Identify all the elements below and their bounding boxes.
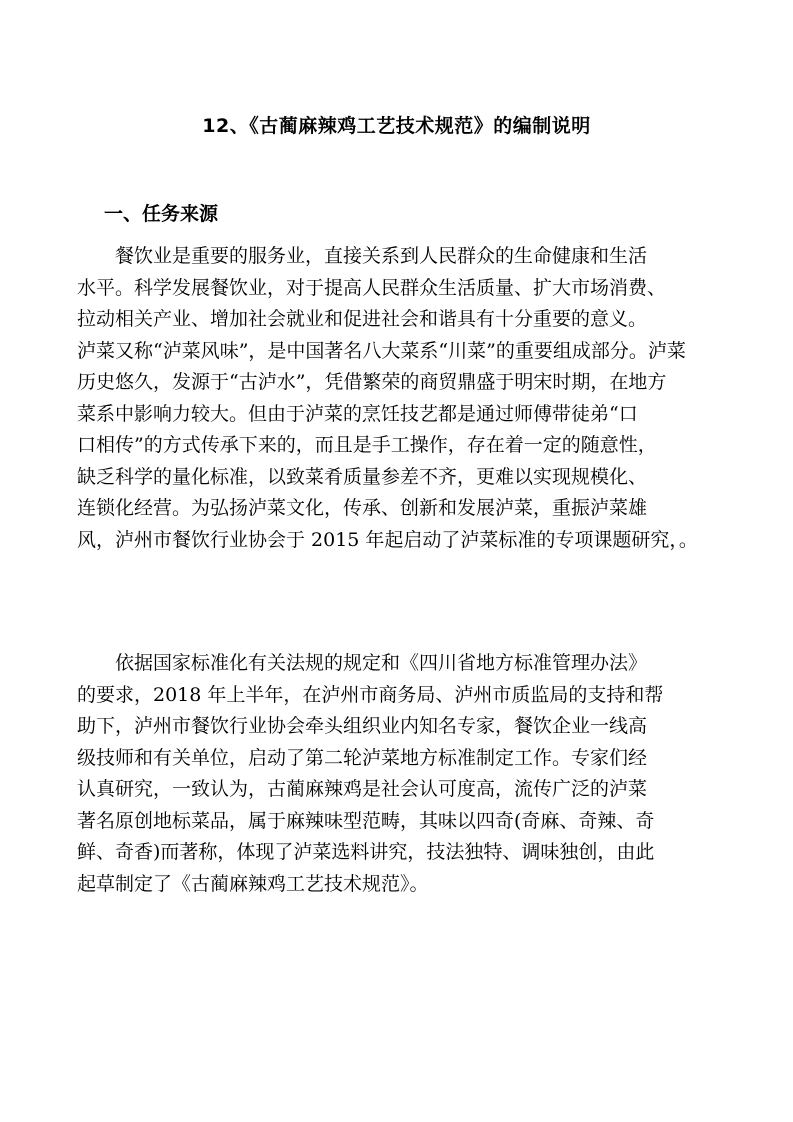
text-line: 水平。科学发展餐饮业，对于提高人民群众生活质量、扩大市场消费、 [77,276,667,299]
text-line: 起草制定了《古蔺麻辣鸡工艺技术规范》。 [77,872,429,895]
text-line: 连锁化经营。为弘扬泸菜文化，传承、创新和发展泸菜，重振泸菜雄 [77,497,648,519]
text-line: 著名原创地标菜品，属于麻辣味型范畴，其味以四奇(奇麻、奇辣、奇 [77,809,655,832]
text-line: 风，泸州市餐饮行业协会于 2015 年起启动了泸菜标准的专项课题研究，。 [77,528,698,551]
text-line: 助下，泸州市餐饮行业协会牵头组织业内知名专家，餐饮企业一线高 [77,715,648,737]
text-line: 认真研究，一致认为，古蔺麻辣鸡是社会认可度高，流传广泛的泸菜 [77,778,648,800]
document-title: 12、《古蔺麻辣鸡工艺技术规范》的编制说明 [202,115,591,137]
paragraph-task-source [77,241,737,556]
text-line: 菜系中影响力较大。但由于泸菜的烹饪技艺都是通过师傅带徒弟“口 [77,402,638,425]
text-line: 拉动相关产业、增加社会就业和促进社会和谐具有十分重要的意义。 [77,308,648,330]
text-line: 历史悠久，发源于“古泸水”，凭借繁荣的商贸鼎盛于明宋时期，在地方 [77,371,667,393]
text-line: 口相传”的方式传承下来的，而且是手工操作，存在着一定的随意性， [77,434,657,456]
section-heading: 一、任务来源 [104,203,219,225]
text-line: 依据国家标准化有关法规的规定和《四川省地方标准管理办法》 [115,652,648,674]
text-line: 级技师和有关单位，启动了第二轮泸菜地方标准制定工作。专家们经 [77,746,648,769]
text-line: 的要求，2018 年上半年，在泸州市商务局、泸州市质监局的支持和帮 [77,683,664,706]
text-line: 鲜、奇香)而著称，体现了泸菜选料讲究，技法独特、调味独创，由此 [77,841,655,863]
paragraph-drafting-basis [77,648,737,900]
text-line: 缺乏科学的量化标准，以致菜肴质量参差不齐，更难以实现规模化、 [77,465,648,488]
text-line: 泸菜又称“泸菜风味”，是中国著名八大菜系“川菜”的重要组成部分。泸菜 [77,339,686,362]
text-line: 餐饮业是重要的服务业，直接关系到人民群众的生命健康和生活 [115,245,648,267]
